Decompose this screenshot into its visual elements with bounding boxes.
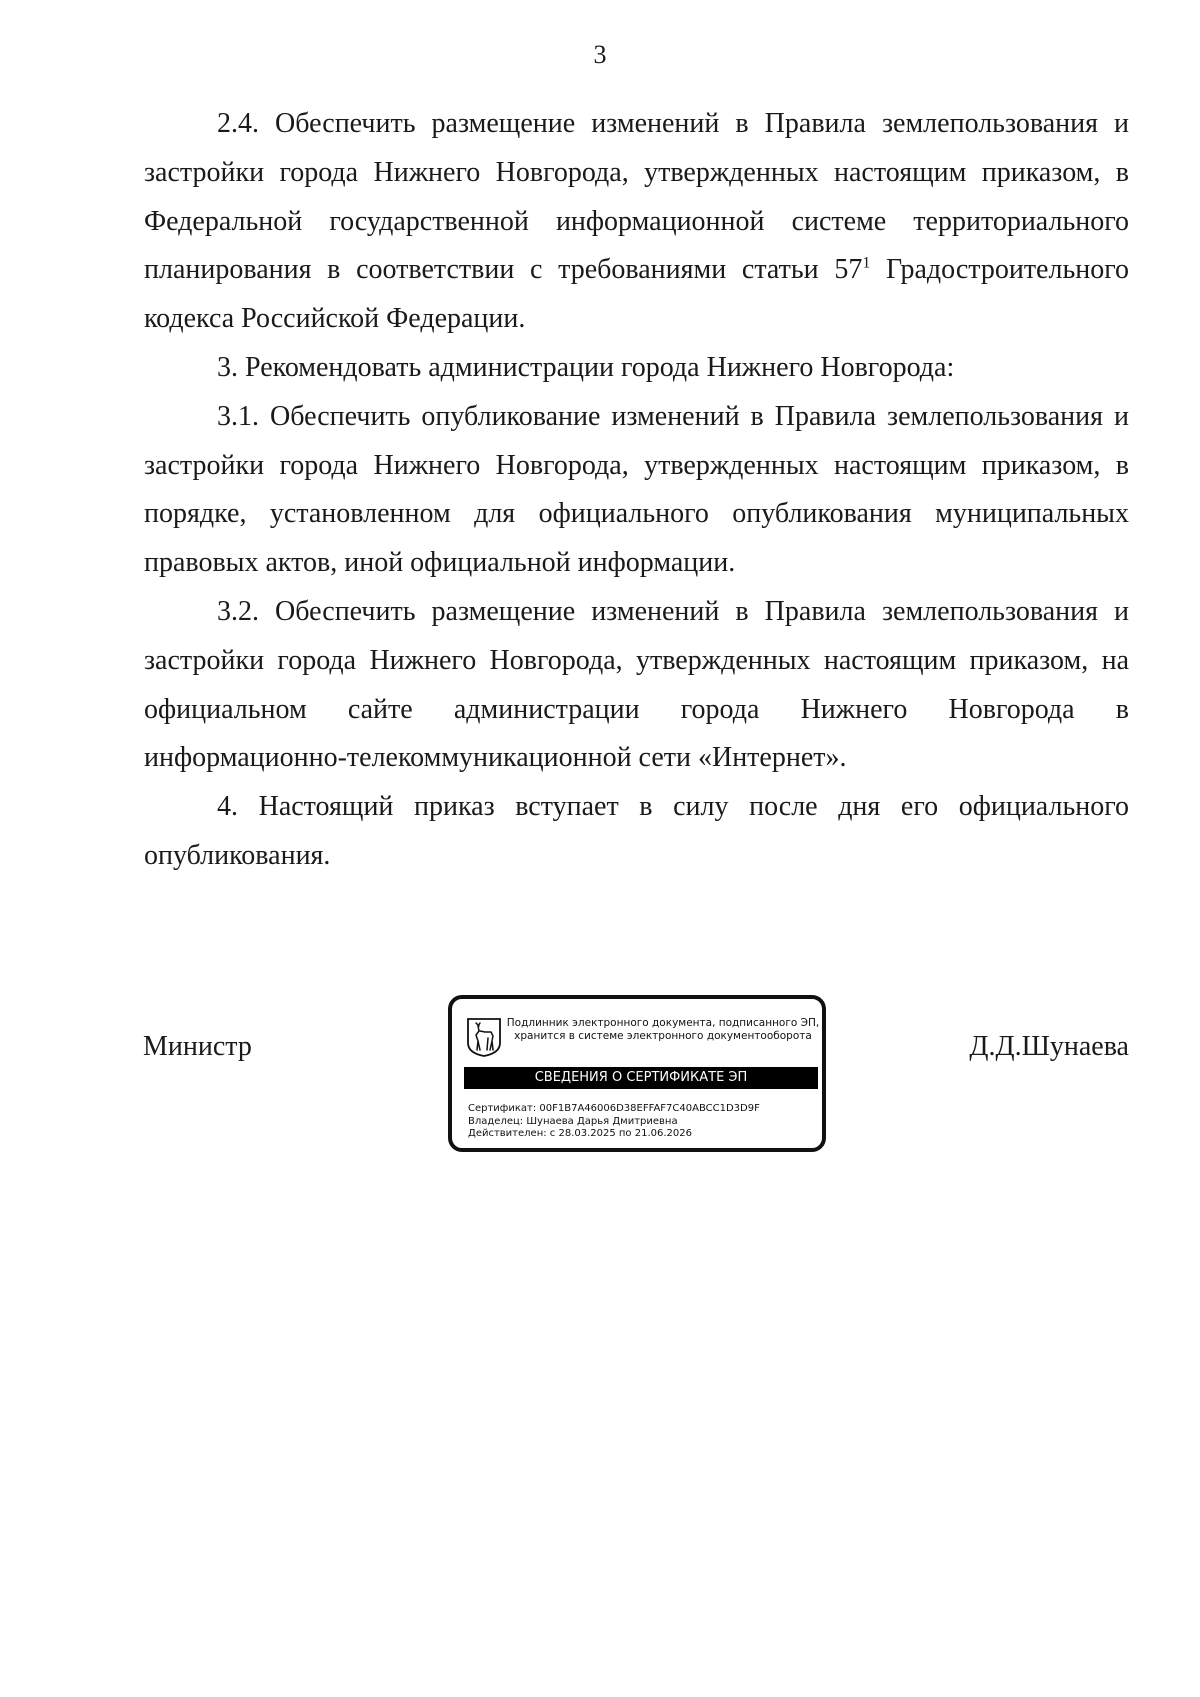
page-number: 3 [593, 40, 607, 69]
paragraph-2-4 [144, 100, 1129, 344]
article-superscript: 1 [862, 255, 871, 273]
signer-name: Д.Д.Шунаева [969, 1031, 1129, 1062]
electronic-signature-stamp [448, 995, 826, 1152]
certificate-details [468, 1103, 760, 1141]
document-body [144, 100, 1129, 881]
stamp-header [504, 1017, 822, 1043]
paragraph-3: 3. Рекомендовать администрации города Нижнего Новгорода: [217, 351, 955, 383]
paragraph-2-4-text: 2.4. Обеспечить размещение изменений в Правила землепользования и застройки города Нижнего Новгорода, утвержденных настоящим приказом, в Федеральной государственной информационной системе территориального планирования в соответствии с требованиями статьи 57 [144, 108, 1129, 286]
certificate-info-bar: СВЕДЕНИЯ О СЕРТИФИКАТЕ ЭП [464, 1067, 818, 1089]
certificate-validity: Действителен: с 28.03.2025 по 21.06.2026 [468, 1128, 692, 1139]
deer-coat-of-arms-icon [466, 1017, 502, 1057]
paragraph-3-2: 3.2. Обеспечить размещение изменений в Правила землепользования и застройки города Нижнего Новгорода, утвержденных настоящим приказом, на официальном сайте администрации города Нижнего Новгорода в информационно-телекоммуникационной сети «Интернет». [144, 595, 1129, 774]
signer-title: Министр [143, 1031, 252, 1062]
certificate-owner: Владелец: Шунаева Дарья Дмитриевна [468, 1115, 678, 1127]
stamp-header-line-2: хранится в системе электронного документооборота [514, 1030, 812, 1042]
paragraph-4: 4. Настоящий приказ вступает в силу после дня его официального опубликования. [144, 791, 1129, 871]
stamp-header-line-1: Подлинник электронного документа, подписанного ЭП, [506, 1017, 820, 1029]
certificate-number: Сертификат: 00F1B7A46006D38EFFAF7C40ABCC1D3D9F [468, 1103, 760, 1114]
paragraph-3-1: 3.1. Обеспечить опубликование изменений в Правила землепользования и застройки города Нижнего Новгорода, утвержденных настоящим приказом, в порядке, установленном для официального опубликования муниципальных правовых актов, иной официальной информации. [144, 400, 1129, 579]
paragraph-2-4-tail: Градостроительного кодекса Российской Федерации. [144, 254, 1129, 335]
